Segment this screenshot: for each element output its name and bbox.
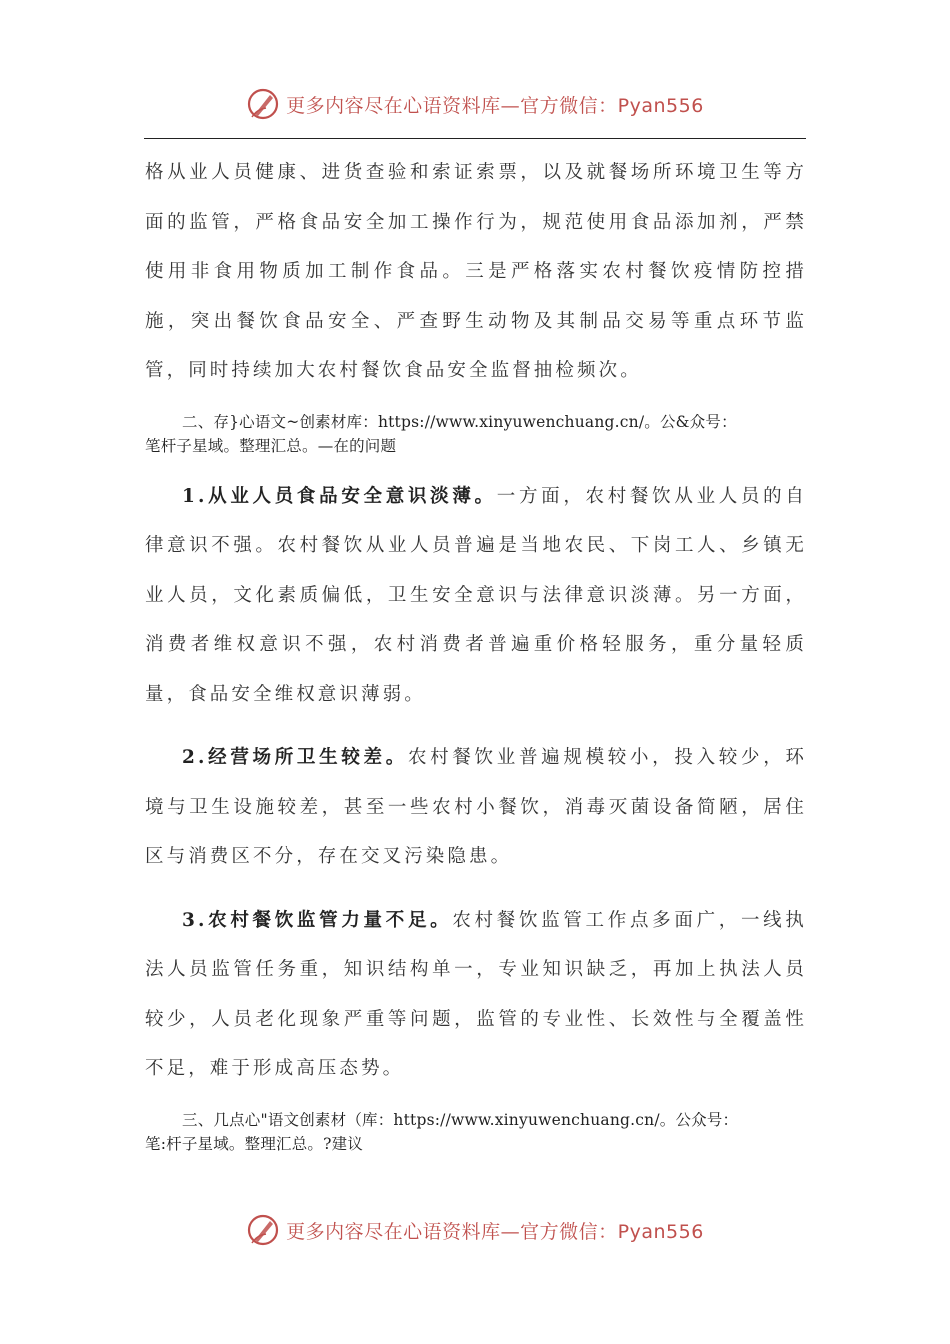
quill-logo-icon	[246, 87, 280, 121]
wechat-id: Pyan556	[617, 1220, 704, 1243]
document-body	[145, 148, 807, 1156]
header-divider	[144, 138, 806, 139]
problem-item-2: 2.经营场所卫生较差。农村餐饮业普遍规模较小，投入较少，环境与卫生设施较差，甚至一些农村小餐饮，消毒灭菌设备简陋，居住区与消费区不分，存在交叉污染隐患。	[145, 747, 807, 867]
section-heading-3-cont: 笔:杆子星域。整理汇总。?建议	[145, 1134, 364, 1153]
problem-item-1: 1.从业人员食品安全意识淡薄。一方面，农村餐饮从业人员的自律意识不强。农村餐饮从业人员普遍是当地农民、下岗工人、乡镇无业人员，文化素质偏低，卫生安全意识与法律意识淡薄。另一方面，消费者维权意识不强，农村消费者普遍重价格轻服务，重分量轻质量，食品安全维权意识薄弱。	[145, 485, 807, 705]
problem-item-3: 3.农村餐饮监管力量不足。农村餐饮监管工作点多面广，一线执法人员监管任务重，知识结构单一，专业知识缺乏，再加上执法人员较少，人员老化现象严重等问题，监管的专业性、长效性与全覆盖性不足，难于形成高压态势。	[145, 909, 807, 1079]
header-banner	[0, 84, 950, 124]
section-heading-3: 三、几点心"语文创素材（库：https://www.xinyuwenchuang.cn/。公众号：	[182, 1110, 739, 1129]
footer-banner	[0, 1210, 950, 1250]
section-heading-2-cont: 笔杆子星域。整理汇总。—在的问题	[145, 436, 397, 455]
paragraph-continued: 格从业人员健康、进货查验和索证索票，以及就餐场所环境卫生等方面的监管，严格食品安全加工操作行为，规范使用食品添加剂，严禁使用非食用物质加工制作食品。三是严格落实农村餐饮疫情防控措施，突出餐饮食品安全、严查野生动物及其制品交易等重点环节监管，同时持续加大农村餐饮食品安全监督抽检频次。	[145, 162, 807, 381]
banner-text: 更多内容尽在心语资料库—官方微信：Pyan556	[286, 94, 704, 117]
wechat-id: Pyan556	[617, 94, 704, 117]
banner-text: 更多内容尽在心语资料库—官方微信：Pyan556	[286, 1220, 704, 1243]
quill-logo-icon	[246, 1213, 280, 1247]
section-heading-2: 二、存}心语文~创素材库：https://www.xinyuwenchuang.cn/。公&众号：	[182, 412, 737, 431]
